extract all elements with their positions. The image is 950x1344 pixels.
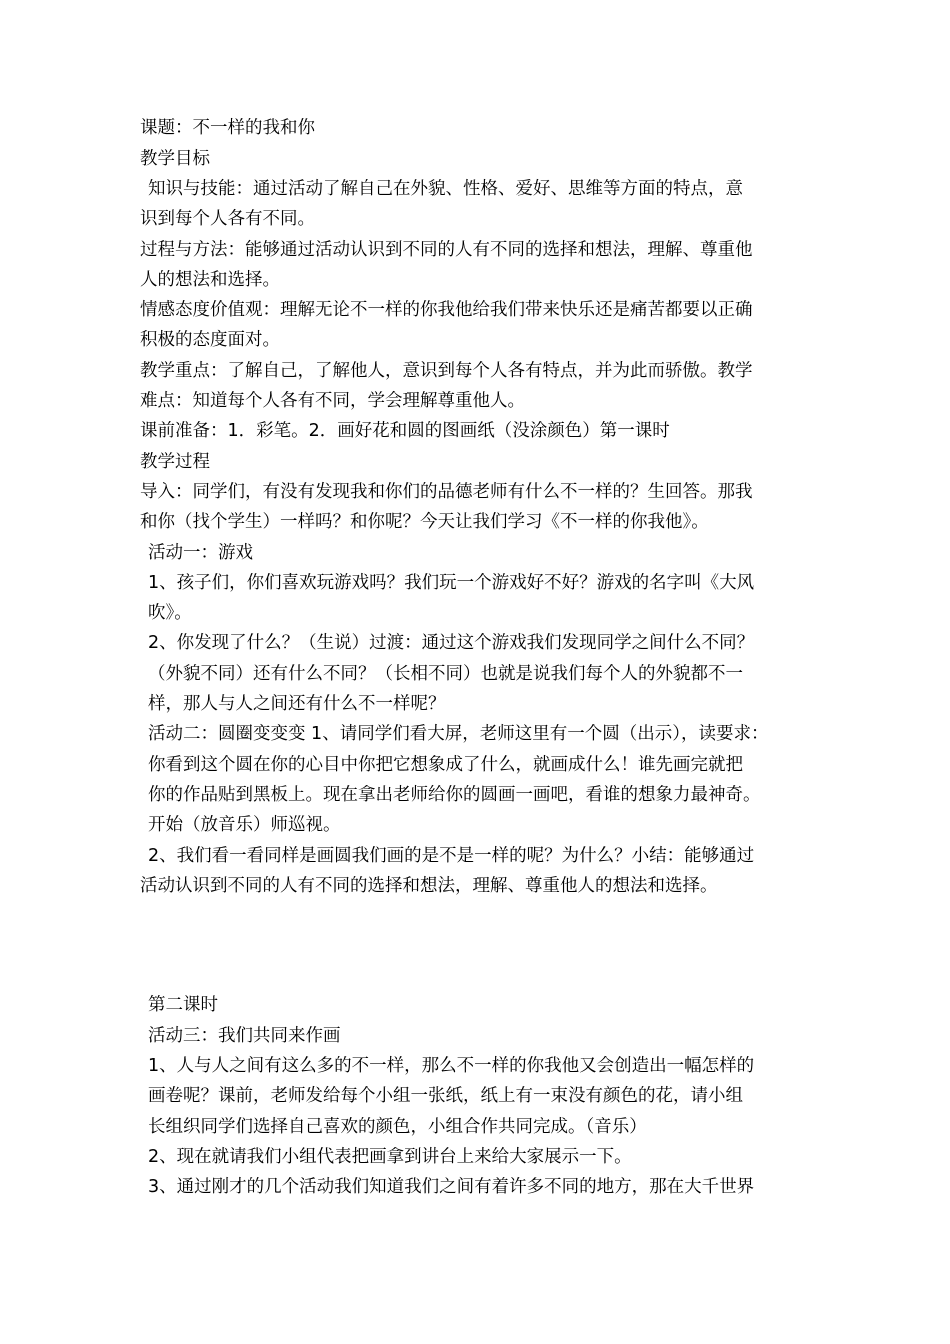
text-line: 样，那人与人之间还有什么不一样呢？: [148, 694, 446, 714]
text-line: 课前准备：1．彩笔。2．画好花和圆的图画纸（没涂颜色）第一课时: [140, 421, 670, 441]
text-line: 教学重点：了解自己，了解他人，意识到每个人各有特点，并为此而骄傲。教学: [140, 361, 753, 381]
text-line: 2、现在就请我们小组代表把画拿到讲台上来给大家展示一下。: [148, 1147, 632, 1167]
text-line: 2、我们看一看同样是画圆我们画的是不是一样的呢？为什么？小结：能够通过: [148, 846, 755, 866]
text-line: 你的作品贴到黑板上。现在拿出老师给你的圆画一画吧，看谁的想象力最神奇。: [148, 785, 761, 805]
text-line: （外貌不同）还有什么不同？（长相不同）也就是说我们每个人的外貌都不一: [148, 664, 743, 684]
text-line: 活动认识到不同的人有不同的选择和想法，理解、尊重他人的想法和选择。: [140, 876, 718, 896]
text-line: 3、通过刚才的几个活动我们知道我们之间有着许多不同的地方，那在大千世界: [148, 1177, 755, 1197]
text-line: 导入：同学们，有没有发现我和你们的品德老师有什么不一样的？生回答。那我: [140, 482, 753, 502]
text-line: 过程与方法：能够通过活动认识到不同的人有不同的选择和想法，理解、尊重他: [140, 240, 753, 260]
section-heading-second-lesson: 第二课时: [148, 995, 218, 1015]
text-line: 长组织同学们选择自己喜欢的颜色，小组合作共同完成。（音乐）: [148, 1117, 647, 1137]
section-heading-process: 教学过程: [140, 452, 210, 472]
lesson-title: 课题：不一样的我和你: [140, 118, 315, 138]
activity-heading: 活动三：我们共同来作画: [148, 1026, 341, 1046]
text-line: 情感态度价值观：理解无论不一样的你我他给我们带来快乐还是痛苦都要以正确: [140, 300, 753, 320]
text-line: 1、孩子们，你们喜欢玩游戏吗？我们玩一个游戏好不好？游戏的名字叫《大风: [148, 573, 755, 593]
text-line: 知识与技能：通过活动了解自己在外貌、性格、爱好、思维等方面的特点，意: [148, 179, 743, 199]
text-line: 难点：知道每个人各有不同，学会理解尊重他人。: [140, 391, 525, 411]
activity-heading: 活动一：游戏: [148, 543, 253, 563]
text-line: 人的想法和选择。: [140, 270, 280, 290]
text-line: 你看到这个圆在你的心目中你把它想象成了什么，就画成什么！谁先画完就把: [148, 755, 743, 775]
activity-heading: 活动二：圆圈变变变 1、请同学们看大屏，老师这里有一个圆（出示），读要求：: [148, 724, 769, 744]
text-line: 和你（找个学生）一样吗？和你呢？今天让我们学习《不一样的你我他》。: [140, 512, 709, 532]
text-line: 开始（放音乐）师巡视。: [148, 815, 341, 835]
section-heading-goals: 教学目标: [140, 149, 210, 169]
text-line: 1、人与人之间有这么多的不一样，那么不一样的你我他又会创造出一幅怎样的: [148, 1056, 755, 1076]
text-line: 画卷呢？课前，老师发给每个小组一张纸，纸上有一束没有颜色的花，请小组: [148, 1086, 743, 1106]
text-line: 积极的态度面对。: [140, 330, 280, 350]
text-line: 2、你发现了什么？（生说）过渡：通过这个游戏我们发现同学之间什么不同？: [148, 633, 755, 653]
text-line: 识到每个人各有不同。: [140, 209, 315, 229]
text-line: 吹》。: [148, 603, 192, 623]
